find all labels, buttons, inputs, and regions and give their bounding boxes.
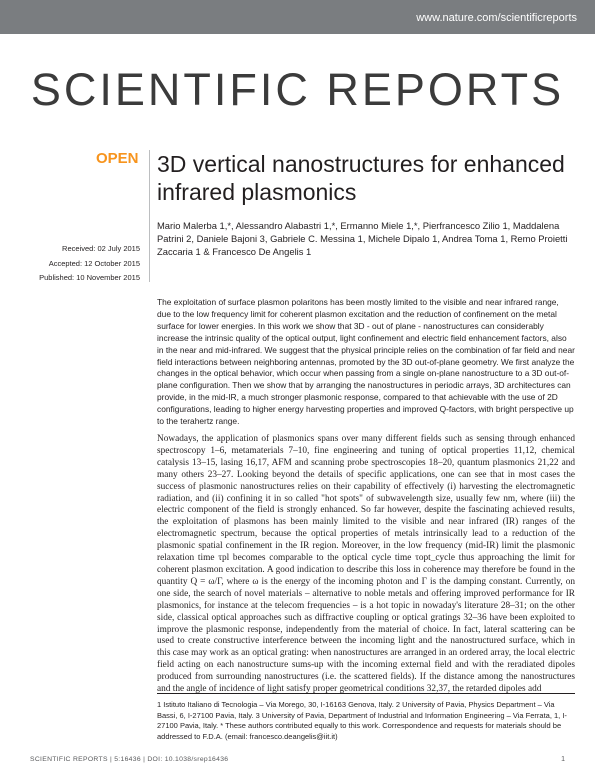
page-number: 1 — [561, 756, 565, 763]
published-date: Published: 10 November 2015 — [39, 273, 140, 282]
journal-url-link[interactable]: www.nature.com/scientificreports — [416, 12, 577, 24]
abstract-text: The exploitation of surface plasmon polaritons has been mostly limited to the visible and near infrared range, due to the low frequency limit for coherent plasmon excitation and the reduction of confinement on the metal surface for lower energies. In this work we show that 3D - out of plane - nanostructures can considerably increase the intrinsic quality of the optical output, light confinement and electric field enhancement factors, also in the near and mid-infrared. We suggest that the physical principle relies on the combination of far field and near field interactions between neighboring antennas, promoted by the 3D out-of-plane geometry. We first analyze the changes in the optical behavior, which occur when passing from a single on-plane nanostructure to a 3D out-of-plane configuration. Then we show that by arranging the nanostructures in periodic arrays, 3D architectures can provide, in the mid-IR, a much stronger plasmonic response, compared to that achievable with the use of 2D configurations, leading to higher energy harvesting properties and improved Q-factors, with bright perspective up to the terahertz range. — [157, 297, 575, 427]
accepted-date: Accepted: 12 October 2015 — [48, 258, 140, 268]
open-access-badge: OPEN — [96, 150, 139, 167]
body-paragraph: Nowadays, the application of plasmonics spans over many different fields such as sensing through enhanced spectroscopy 1–6, metamaterials 7–10, fine engineering and tuning of optical properties 11,12, chemical catalysis 13–15, lasing 16,17, AFM and scanning probe spectroscopies 18–20, quantum plasmonics 21,22 and many others 23–27. Looking beyond the details of specific applications, one can see that in most cases the success of plasmonic nanostructures relies on their capability of effectively (i) harvesting the electromagnetic radiation, and (ii) confining it in so called "hot spots" of subwavelength size, usually few nm, where (iii) the electric component of the field is strongly enhanced. So far however, despite the fascinating achieved results, the exploitation of plasmons has been mainly limited to the visible and near infrared (IR) ranges of the electromagnetic spectrum, because the optical properties of metals intrinsically lead to a reduction of the plasmonic spatial confinement in the IR region. Moreover, in the low frequency (mid-IR) limit the plasmonic relaxation time τpl becomes comparable to the optical cycle time τopt_cycle thus approaching the limit for coherent plasmon excitation. A good indication to describe this loss in coherence may therefore be found in the quantity Q = ω/Γ, where ω is the energy of the incoming photon and Γ is the damping constant. Currently, on one side, the search of novel materials – alternative to noble metals and offering improved performance for IR plasmonics, for instance at the telecom frequencies – is a hot topic in nowaday's literature 28–31; on the other side, classical optical approaches such as diffractive coupling or optical gratings 32–36 have been exploited to improve the plasmonic response, independently from the material of choice. In fact, lateral scattering can be used to create constructive interference between the incoming light and the nanostructured surface, which in this case may work as an optical grating: when nanostructures are arranged in an ordered array, the local electric field acting on each nanostructure sums-up with the incoming external field and with the reradiated dipoles produced from surrounding nanostructures (i.e. the scattered fields). If the distance among the nanostructures and the angle of incidence of light satisfy proper geometrical conditions 32,37, the retarded dipoles add — [157, 434, 575, 695]
publication-dates — [30, 242, 140, 286]
article-title: 3D vertical nanostructures for enhanced infrared plasmonics — [157, 151, 565, 205]
received-date: Received: 02 July 2015 — [62, 244, 140, 253]
footnote-divider — [157, 693, 575, 694]
body-text — [157, 434, 575, 696]
divider-line — [149, 150, 150, 282]
affiliations-footnote: 1 Istituto Italiano di Tecnologia – Via Morego, 30, I-16163 Genova, Italy. 2 University of Pavia, Physics Department – Via Bassi, 6, I-27100 Pavia, Italy. 3 University of Pavia, Department of Industrial and Information Engineering – Via Ferrata, 1, I-27100 Pavia, Italy. * These authors contributed equally to this work. Correspondence and requests for materials should be addressed to F.D.A. (email: francesco.deangelis@iit.it) — [157, 700, 567, 742]
footer-citation: SCIENTIFIC REPORTS | 5:16436 | DOI: 10.1038/srep16436 — [30, 756, 229, 763]
journal-masthead: SCIENTIFIC REPORTS — [30, 64, 565, 115]
author-list: Mario Malerba 1,*, Alessandro Alabastri 1,*, Ermanno Miele 1,*, Pierfrancesco Zilio 1, Maddalena Patrini 2, Daniele Bajoni 3, Gabriele C. Messina 1, Michele Dipalo 1, Andrea Toma 1, Remo Proietti Zaccaria 1 & Francesco De Angelis 1 — [157, 220, 568, 257]
